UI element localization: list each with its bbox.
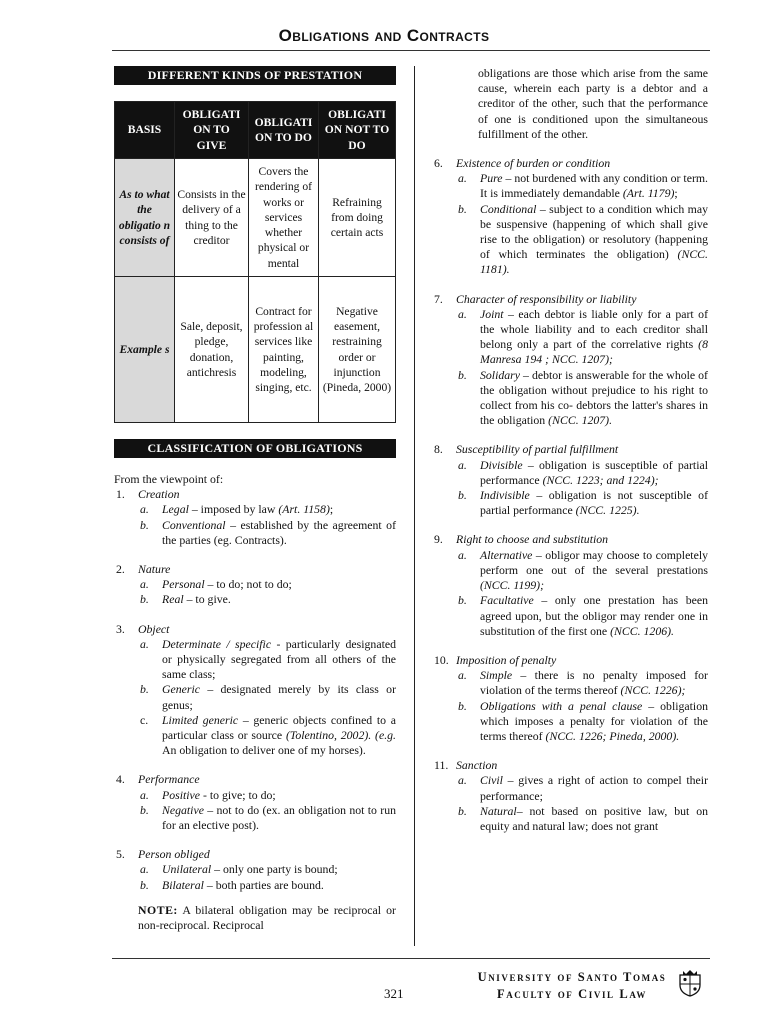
item-number: 7. xyxy=(434,291,443,306)
sub-item-text: – not based on positive law, but on equity and natural law; does not grant xyxy=(480,803,708,833)
table-cell: Covers the rendering of works or services whether physical or mental xyxy=(249,159,319,277)
sub-item-text: – not to do (ex. an obligation not to run for an elective post). xyxy=(162,802,396,833)
sub-item xyxy=(456,488,708,518)
sub-item-term: Alternative xyxy=(480,547,533,562)
sub-item xyxy=(138,502,396,517)
sub-item-letter: b. xyxy=(140,877,149,892)
list-item xyxy=(432,758,708,834)
sub-item-letter: b. xyxy=(140,682,149,697)
page-header-title: Obligations and Contracts xyxy=(278,26,490,45)
sub-item-letter: a. xyxy=(140,636,149,651)
sub-item-term: Negative xyxy=(162,802,204,817)
sub-item-term: Simple xyxy=(480,668,513,683)
prestation-table xyxy=(114,101,396,423)
sub-item-term: Personal xyxy=(162,577,205,592)
table-cell: Consists in the delivery of a thing to the creditor xyxy=(175,159,249,277)
item-heading: Nature xyxy=(138,562,171,577)
sub-item-letter: a. xyxy=(140,862,149,877)
sub-item-text: – there is no penalty imposed for violation of the terms thereof xyxy=(480,668,708,698)
faculty-name: Faculty of Civil Law xyxy=(496,987,648,1001)
sub-item-letter: b. xyxy=(140,802,149,817)
table-row-header: As to what the obligatio n consists of xyxy=(115,159,175,277)
sub-item-letter: a. xyxy=(458,547,467,562)
sub-item xyxy=(456,593,708,639)
sub-item-tail: ; xyxy=(674,186,678,201)
sub-item xyxy=(138,878,396,893)
sub-item-letter: a. xyxy=(140,502,149,517)
sub-item-letter: b. xyxy=(458,698,467,713)
sub-item-text: – generic objects confined to a particular class or source xyxy=(162,712,397,743)
sub-item-text: – obligation which imposes a penalty for violation of the terms thereof xyxy=(480,698,708,743)
left-column xyxy=(114,66,396,933)
sub-item xyxy=(456,773,708,803)
list-item xyxy=(114,487,396,548)
sub-item-term: Limited generic xyxy=(162,712,239,727)
sub-item-text: – gives a right of action to compel their performance; xyxy=(480,773,708,803)
sub-item-letter: a. xyxy=(458,457,467,472)
item-number: 8. xyxy=(434,442,443,457)
sub-item-letter: a. xyxy=(458,668,467,683)
sub-item-citation: (NCC. 1223; and 1224); xyxy=(542,472,659,487)
classification-list xyxy=(114,487,396,893)
sub-item-citation: (NCC. 1181). xyxy=(480,247,708,277)
sub-item-term: Solidary xyxy=(480,367,520,382)
list-item xyxy=(114,622,396,759)
sub-item-text: – established by the agreement of the parties (eg. Contracts). xyxy=(162,517,396,547)
page-number: 321 xyxy=(384,986,404,1001)
table-row xyxy=(115,159,396,277)
right-column xyxy=(432,66,708,834)
note-paragraph xyxy=(114,903,396,933)
classification-banner: CLASSIFICATION OF OBLIGATIONS xyxy=(114,439,396,458)
sub-item xyxy=(138,637,396,683)
sub-item-term: Conventional xyxy=(162,517,226,532)
sub-item xyxy=(456,171,708,201)
sub-item-term: Bilateral xyxy=(162,877,204,892)
list-item xyxy=(114,847,396,893)
sub-item xyxy=(456,668,708,698)
sub-item-term: Generic xyxy=(162,682,200,697)
sub-item xyxy=(456,804,708,834)
list-item xyxy=(432,156,708,278)
sub-item-letter: b. xyxy=(458,201,467,216)
list-item xyxy=(432,653,708,744)
sub-item-letter: a. xyxy=(458,773,467,788)
item-heading: Object xyxy=(138,621,170,636)
table-cell: Refraining from doing certain acts xyxy=(319,159,396,277)
sub-item-citation: (NCC. 1199); xyxy=(480,578,545,593)
item-number: 4. xyxy=(116,772,125,787)
list-item xyxy=(114,772,396,833)
sub-item-tail: An obligation to deliver one of my horses). xyxy=(162,743,366,758)
sub-item-letter: b. xyxy=(140,517,149,532)
sub-item xyxy=(138,803,396,833)
list-item xyxy=(114,562,396,608)
prestation-banner: DIFFERENT KINDS OF PRESTATION xyxy=(114,66,396,85)
university-crest-icon xyxy=(678,969,702,997)
footer-institution xyxy=(472,969,672,1003)
item-number: 9. xyxy=(434,532,443,547)
sub-item-term: Civil xyxy=(480,773,503,788)
item-number: 6. xyxy=(434,156,443,171)
institution-name: University of Santo Tomas xyxy=(477,970,667,984)
footer-rule xyxy=(112,958,710,959)
sub-item-text: - particularly designated or physically segregated from all others of the same class; xyxy=(162,636,396,682)
table-header-cell: OBLIGATI ON NOT TO DO xyxy=(319,102,396,159)
sub-item-citation: (Art. 1158) xyxy=(278,502,330,517)
sub-item-text: – only one party is bound; xyxy=(211,862,338,877)
sub-item-letter: a. xyxy=(140,787,149,802)
sub-item-citation: (Art. 1179) xyxy=(622,186,675,201)
table-header-cell: BASIS xyxy=(115,102,175,159)
sub-item-term: Natural xyxy=(480,803,517,818)
sub-item-text: – debtor is answerable for the whole of the obligation without prejudice to his right to collect from his co- debtors the latter's shares in the obligation xyxy=(480,367,708,428)
item-number: 11. xyxy=(434,758,449,773)
sub-item-letter: a. xyxy=(140,577,149,592)
sub-item-citation: (NCC. 1226; Pineda, 2000). xyxy=(545,728,680,743)
item-number: 1. xyxy=(116,487,125,502)
sub-item-term: Determinate / specific xyxy=(162,636,272,651)
item-heading: Imposition of penalty xyxy=(456,652,557,667)
sub-item-term: Conditional xyxy=(480,201,537,216)
sub-item-letter: b. xyxy=(458,593,467,608)
sub-item-letter: b. xyxy=(458,367,467,382)
sub-item-term: Indivisible xyxy=(480,488,530,503)
sub-item xyxy=(456,699,708,745)
item-heading: Susceptibility of partial fulfillment xyxy=(456,442,619,457)
sub-item xyxy=(456,458,708,488)
sub-item-term: Obligations with a penal clause xyxy=(480,698,643,713)
sub-item-citation: (NCC. 1225). xyxy=(575,503,640,518)
table-header-cell: OBLIGATI ON TO GIVE xyxy=(175,102,249,159)
table-cell: Negative easement, restraining order or injunction (Pineda, 2000) xyxy=(319,277,396,423)
sub-item-text: – not burdened with any condition or term. It is immediately demandable xyxy=(480,171,708,201)
sub-item-citation: (8 Manresa 194 ; NCC. 1207); xyxy=(480,337,708,367)
sub-item-tail: ; xyxy=(329,502,334,517)
item-heading: Sanction xyxy=(456,758,498,773)
sub-item xyxy=(138,577,396,592)
sub-item-text: - to give; to do; xyxy=(200,787,276,802)
item-heading: Performance xyxy=(138,772,200,787)
item-heading: Creation xyxy=(138,487,180,502)
sub-item-letter: c. xyxy=(140,712,149,727)
sub-item-letter: b. xyxy=(458,488,467,503)
sub-item-letter: a. xyxy=(458,306,467,321)
item-number: 3. xyxy=(116,621,125,636)
sub-item-text: – each debtor is liable only for a part of the whole liability and to each creditor shall belong only a part of the correlative rights xyxy=(480,306,708,352)
sub-item xyxy=(138,592,396,607)
sub-item xyxy=(138,788,396,803)
header-rule xyxy=(112,50,710,51)
sub-item-text: – obligation is susceptible of partial performance xyxy=(480,457,708,487)
sub-item-term: Real xyxy=(162,592,184,607)
item-number: 2. xyxy=(116,562,125,577)
list-item xyxy=(432,532,708,638)
sub-item-text: – both parties are bound. xyxy=(203,877,324,892)
sub-item xyxy=(456,548,708,594)
table-row-header: Example s xyxy=(115,277,175,423)
continued-paragraph: obligations are those which arise from the same cause, wherein each party is a debtor and a creditor of the other, such that the performance of one is conditioned upon the simultaneous fulfillment of the other. xyxy=(478,66,708,141)
sub-item-text: – designated merely by its class or genus; xyxy=(162,682,396,712)
sub-item-citation: (NCC. 1226); xyxy=(620,683,686,698)
note-label: NOTE: xyxy=(138,902,178,917)
item-heading: Character of responsibility or liability xyxy=(456,291,637,306)
list-item xyxy=(432,442,708,518)
sub-item-citation: (Tolentino, 2002). (e.g. xyxy=(285,728,396,743)
note-text: A bilateral obligation may be reciprocal or non-reciprocal. Reciprocal xyxy=(138,902,396,933)
column-divider xyxy=(414,66,415,946)
sub-item xyxy=(138,518,396,548)
sub-item xyxy=(138,682,396,712)
sub-item xyxy=(456,307,708,368)
sub-item-text: – obligor may choose to completely perform one out of the several prestations xyxy=(480,547,708,577)
sub-item-term: Facultative xyxy=(480,593,534,608)
sub-item-term: Legal xyxy=(162,502,189,517)
item-number: 10. xyxy=(434,652,449,667)
item-heading: Right to choose and substitution xyxy=(456,532,609,547)
sub-item-letter: b. xyxy=(140,592,149,607)
classification-intro: From the viewpoint of: xyxy=(114,472,224,486)
sub-item-citation: (NCC. 1206). xyxy=(610,623,674,638)
table-header-row xyxy=(115,102,396,159)
table-cell: Sale, deposit, pledge, donation, antichresis xyxy=(175,277,249,423)
sub-item-citation: (NCC. 1207). xyxy=(548,413,613,428)
classification-list-continued xyxy=(432,156,708,834)
table-row xyxy=(115,277,396,423)
item-heading: Person obliged xyxy=(138,847,210,862)
sub-item-letter: b. xyxy=(458,803,467,818)
sub-item-term: Divisible xyxy=(480,457,523,472)
item-number: 5. xyxy=(116,847,125,862)
sub-item-text: – obligation is not susceptible of partial performance xyxy=(480,488,708,518)
sub-item-text: – imposed by law xyxy=(188,502,279,517)
sub-item-term: Unilateral xyxy=(162,862,212,877)
sub-item-text: – subject to a condition which may be suspensive (happening of which shall give rise to the obligation) or resolutory (happening of which terminates the obligation) xyxy=(480,201,708,262)
item-heading: Existence of burden or condition xyxy=(456,156,611,171)
table-header-cell: OBLIGATI ON TO DO xyxy=(249,102,319,159)
sub-item-term: Positive xyxy=(162,787,201,802)
table-cell: Contract for profession al services like painting, modeling, singing, etc. xyxy=(249,277,319,423)
sub-item-text: – only one prestation has been agreed upon, but the obligor may render one in substitution of the first one xyxy=(480,593,708,638)
list-item xyxy=(432,292,708,429)
sub-item-text: – to give. xyxy=(183,592,231,607)
sub-item xyxy=(456,368,708,429)
sub-item-term: Pure xyxy=(480,171,503,186)
sub-item-letter: a. xyxy=(458,171,467,186)
sub-item xyxy=(138,862,396,877)
sub-item-term: Joint xyxy=(480,306,504,321)
sub-item xyxy=(456,202,708,278)
sub-item-text: – to do; not to do; xyxy=(204,577,292,592)
sub-item xyxy=(138,713,396,759)
